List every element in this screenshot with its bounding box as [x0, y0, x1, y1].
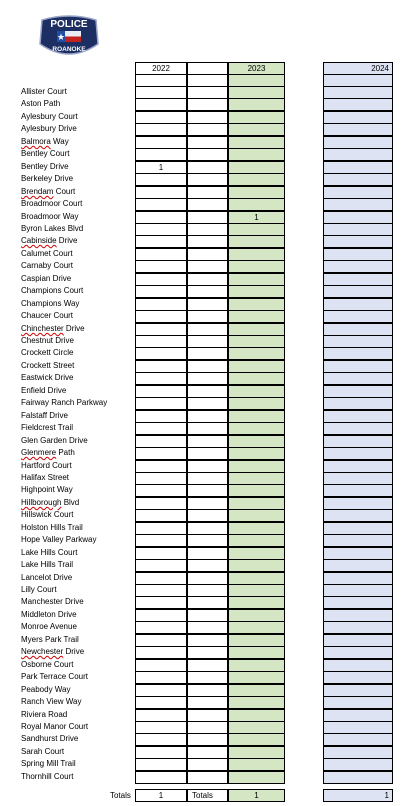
street-label: Hillborough Blvd — [21, 498, 80, 507]
street-label: Sarah Court — [21, 747, 65, 756]
street-label: Crockett Circle — [21, 348, 74, 357]
cell-2022 — [135, 422, 187, 435]
street-label: Chestnut Drive — [21, 336, 74, 345]
cell-blank — [187, 310, 228, 323]
total-2024 — [323, 789, 393, 802]
header-2024: 2024 — [323, 62, 393, 75]
cell-2022 — [135, 621, 187, 634]
cell-blank — [187, 173, 228, 186]
street-label: Manchester Drive — [21, 597, 84, 606]
street-label: Champions Way — [21, 299, 80, 308]
street-label: Hillswick Court — [21, 510, 74, 519]
logo-top-text: POLICE — [50, 19, 88, 30]
cell-2024 — [323, 771, 393, 784]
street-label: Highpoint Way — [21, 485, 73, 494]
header-2022: 2022 — [135, 62, 187, 75]
street-label: Berkeley Drive — [21, 174, 74, 183]
cell-2024 — [323, 484, 393, 497]
cell-blank — [187, 123, 228, 136]
street-label: Eastwick Drive — [21, 373, 74, 382]
cell-blank — [187, 733, 228, 746]
cell-2022 — [135, 372, 187, 385]
street-label: Fieldcrest Trail — [21, 423, 74, 432]
cell-blank — [187, 484, 228, 497]
street-label: Glenmere Path — [21, 448, 75, 457]
cell-2022 — [135, 671, 187, 684]
cell-2024 — [323, 596, 393, 609]
street-label: Newchester Drive — [21, 647, 85, 656]
street-label: Monroe Avenue — [21, 622, 77, 631]
street-label: Sandhurst Drive — [21, 734, 79, 743]
cell-2022 — [135, 484, 187, 497]
cell-2023 — [228, 148, 285, 161]
cell-2023 — [228, 310, 285, 323]
cell-blank — [187, 260, 228, 273]
street-label: Chaucer Court — [21, 311, 74, 320]
cell-blank — [187, 621, 228, 634]
cell-2023 — [228, 397, 285, 410]
street-label: Lilly Court — [21, 585, 57, 594]
street-label: Lake Hills Court — [21, 548, 78, 557]
cell-2022 — [135, 310, 187, 323]
cell-blank — [187, 98, 228, 111]
street-label: Halifax Street — [21, 473, 70, 482]
street-label: Champions Court — [21, 286, 84, 295]
cell-2024 — [323, 198, 393, 211]
cell-2022 — [135, 347, 187, 360]
totals-label-a: Totals — [110, 791, 131, 800]
cell-2022 — [135, 447, 187, 460]
street-label: Peabody Way — [21, 685, 71, 694]
cell-blank — [187, 671, 228, 684]
cell-2023 — [228, 447, 285, 460]
cell-2022 — [135, 646, 187, 659]
total-2023: 1 — [228, 789, 285, 802]
street-label: Fairway Ranch Parkway — [21, 398, 108, 407]
street-label: Broadmoor Way — [21, 212, 79, 221]
cell-2022 — [135, 559, 187, 572]
cell-2023 — [228, 758, 285, 771]
street-label: Glen Garden Drive — [21, 436, 88, 445]
cell-2024 — [323, 696, 393, 709]
cell-2023 — [228, 596, 285, 609]
cell-2024 — [323, 447, 393, 460]
street-label: Holston Hills Trail — [21, 523, 83, 532]
cell-blank — [187, 559, 228, 572]
street-label: Riviera Road — [21, 710, 68, 719]
cell-2023 — [228, 671, 285, 684]
cell-2024 — [323, 646, 393, 659]
cell-blank — [187, 148, 228, 161]
cell-2024 — [323, 310, 393, 323]
cell-blank — [187, 771, 228, 784]
street-label: Thornhill Court — [21, 772, 74, 781]
street-label: Calumet Court — [21, 249, 73, 258]
cell-2023 — [228, 173, 285, 186]
cell-2024 — [323, 148, 393, 161]
cell-2023 — [228, 646, 285, 659]
street-label: Myers Park Trail — [21, 635, 79, 644]
cell-blank — [187, 198, 228, 211]
cell-2024 — [323, 285, 393, 298]
cell-2023 — [228, 123, 285, 136]
street-label: Byron Lakes Blvd — [21, 224, 84, 233]
cell-2022 — [135, 397, 187, 410]
cell-2024 — [323, 534, 393, 547]
cell-2022 — [135, 509, 187, 522]
cell-2023 — [228, 372, 285, 385]
cell-2023 — [228, 771, 285, 784]
street-label: Balmora Way — [21, 137, 69, 146]
cell-2024 — [323, 397, 393, 410]
cell-blank — [187, 646, 228, 659]
cell-2022 — [135, 198, 187, 211]
cell-2022 — [135, 260, 187, 273]
cell-2024 — [323, 98, 393, 111]
cell-blank — [187, 285, 228, 298]
cell-2022 — [135, 235, 187, 248]
cell-2023 — [228, 98, 285, 111]
street-label: Crockett Street — [21, 361, 75, 370]
cell-2023 — [228, 260, 285, 273]
street-label: Spring Mill Trail — [21, 759, 76, 768]
cell-2023 — [228, 621, 285, 634]
street-label: Park Terrace Court — [21, 672, 88, 681]
cell-2022 — [135, 696, 187, 709]
cell-2023 — [228, 696, 285, 709]
cell-2024 — [323, 235, 393, 248]
cell-blank — [187, 347, 228, 360]
cell-2024 — [323, 559, 393, 572]
street-label: Middleton Drive — [21, 610, 77, 619]
cell-2023 — [228, 484, 285, 497]
total-2022: 1 — [135, 789, 187, 802]
cell-2024 — [323, 621, 393, 634]
cell-2022 — [135, 758, 187, 771]
street-label: Bentley Court — [21, 149, 70, 158]
cell-2024 — [323, 173, 393, 186]
cell-blank — [187, 422, 228, 435]
street-label: Chinchester Drive — [21, 324, 85, 333]
street-label: Caspian Drive — [21, 274, 72, 283]
cell-blank — [187, 596, 228, 609]
street-label: Enfield Drive — [21, 386, 67, 395]
cell-blank — [187, 397, 228, 410]
street-label: Aston Path — [21, 99, 61, 108]
cell-2024 — [323, 372, 393, 385]
street-label: Hartford Court — [21, 461, 72, 470]
cell-blank — [187, 235, 228, 248]
cell-blank — [187, 534, 228, 547]
cell-2024 — [323, 260, 393, 273]
cell-2024 — [323, 347, 393, 360]
cell-blank — [187, 696, 228, 709]
cell-2022 — [135, 123, 187, 136]
cell-2023 — [228, 198, 285, 211]
cell-2022 — [135, 148, 187, 161]
cell-2022 — [135, 771, 187, 784]
cell-2022 — [135, 534, 187, 547]
cell-2023 — [228, 347, 285, 360]
street-label: Allister Court — [21, 87, 67, 96]
cell-2022 — [135, 733, 187, 746]
cell-2022 — [135, 173, 187, 186]
cell-2023 — [228, 509, 285, 522]
cell-2024 — [323, 509, 393, 522]
cell-2024 — [323, 422, 393, 435]
street-label: Broadmoor Court — [21, 199, 83, 208]
total-2024-value: 1 — [384, 791, 389, 800]
street-label: Osborne Court — [21, 660, 74, 669]
street-label: Lake Hills Trail — [21, 560, 74, 569]
street-label: Royal Manor Court — [21, 722, 89, 731]
street-label: Ranch View Way — [21, 697, 82, 706]
cell-2023: 1 — [228, 211, 285, 224]
cell-2024 — [323, 733, 393, 746]
cell-blank — [187, 447, 228, 460]
cell-blank — [187, 758, 228, 771]
logo-bottom-text: ROANOKE — [52, 46, 86, 53]
cell-2023 — [228, 235, 285, 248]
cell-2024 — [323, 671, 393, 684]
totals-label-b: Totals — [187, 789, 228, 802]
cell-2022 — [135, 285, 187, 298]
cell-2022 — [135, 596, 187, 609]
street-label: Bentley Drive — [21, 162, 69, 171]
cell-2023 — [228, 534, 285, 547]
header-2023: 2023 — [228, 62, 285, 75]
street-label: Brendam Court — [21, 187, 76, 196]
cell-2024 — [323, 758, 393, 771]
cell-2023 — [228, 285, 285, 298]
street-label: Aylesbury Court — [21, 112, 78, 121]
cell-2023 — [228, 559, 285, 572]
cell-2022 — [135, 98, 187, 111]
street-label: Aylesbury Drive — [21, 124, 77, 133]
cell-2022: 1 — [135, 161, 187, 174]
street-label: Lancelot Drive — [21, 573, 73, 582]
cell-blank — [187, 509, 228, 522]
cell-blank — [187, 372, 228, 385]
street-label: Cabinside Drive — [21, 236, 78, 245]
street-label: Carnaby Court — [21, 261, 74, 270]
cell-2023 — [228, 422, 285, 435]
street-label: Hope Valley Parkway — [21, 535, 97, 544]
cell-2023 — [228, 733, 285, 746]
street-label: Falstaff Drive — [21, 411, 68, 420]
cell-2024 — [323, 123, 393, 136]
